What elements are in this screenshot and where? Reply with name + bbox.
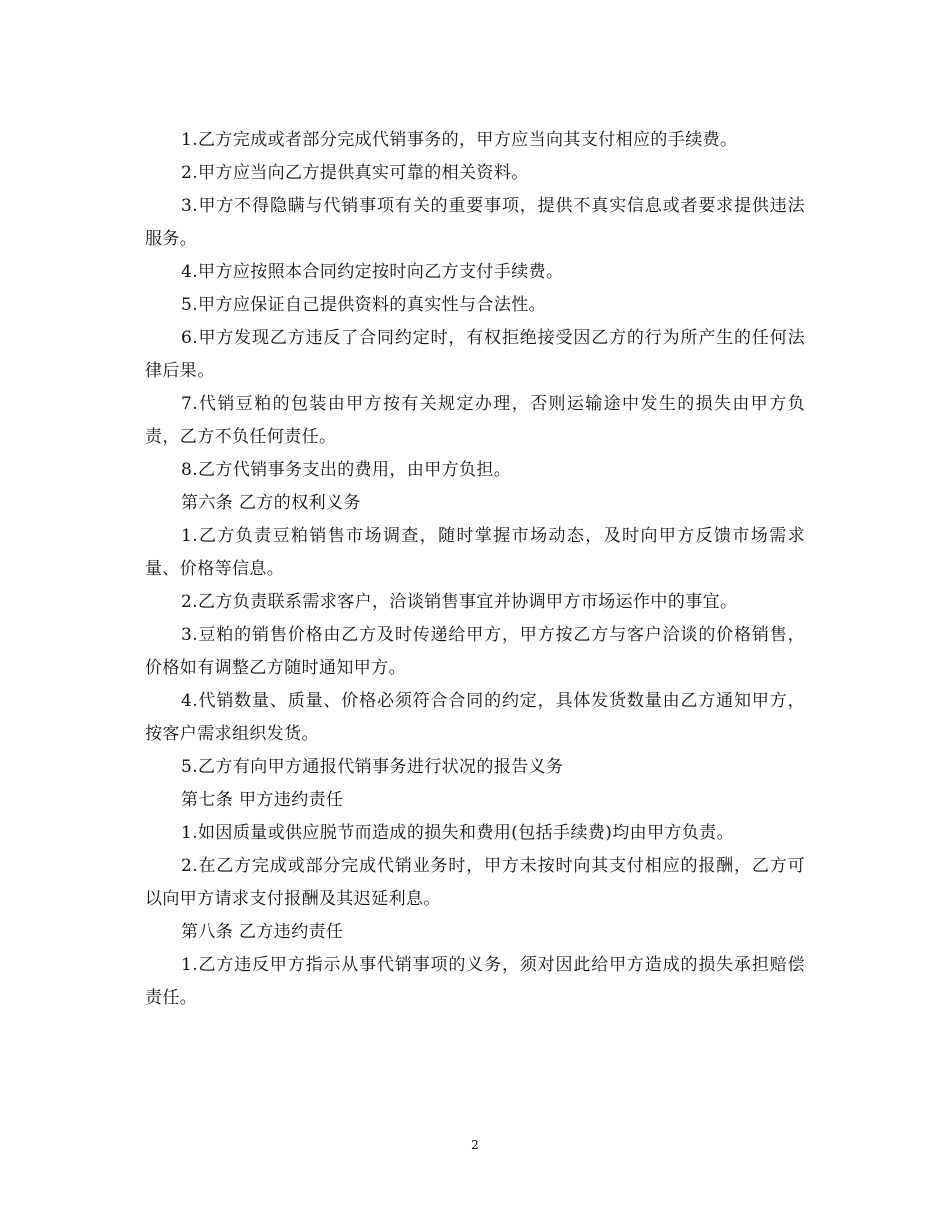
paragraph: 3.豆粕的销售价格由乙方及时传递给甲方，甲方按乙方与客户洽谈的价格销售，价格如有调整乙方随时通知甲方。 [145, 625, 805, 678]
paragraph: 5.乙方有向甲方通报代销事务进行状况的报告义务 [181, 757, 564, 777]
paragraph: 4.甲方应按照本合同约定按时向乙方支付手续费。 [181, 262, 564, 282]
paragraph: 8.乙方代销事务支出的费用，由甲方负担。 [181, 460, 512, 480]
paragraph: 1.乙方完成或者部分完成代销事务的，甲方应当向其支付相应的手续费。 [181, 130, 738, 150]
paragraph: 2.甲方应当向乙方提供真实可靠的相关资料。 [181, 163, 529, 183]
paragraph: 1.乙方负责豆粕销售市场调查，随时掌握市场动态，及时向甲方反馈市场需求量、价格等信息。 [145, 526, 805, 579]
section-heading: 第六条 乙方的权利义务 [181, 493, 361, 513]
section-heading: 第八条 乙方违约责任 [181, 922, 344, 942]
section-heading: 第七条 甲方违约责任 [181, 790, 344, 810]
paragraph: 3.甲方不得隐瞒与代销事项有关的重要事项，提供不真实信息或者要求提供违法服务。 [145, 196, 805, 249]
paragraph: 1.乙方违反甲方指示从事代销事项的义务，须对因此给甲方造成的损失承担赔偿责任。 [145, 955, 805, 1008]
document-body [145, 124, 805, 1015]
paragraph: 7.代销豆粕的包装由甲方按有关规定办理，否则运输途中发生的损失由甲方负责，乙方不负任何责任。 [145, 394, 805, 447]
paragraph: 5.甲方应保证自己提供资料的真实性与合法性。 [181, 295, 547, 315]
paragraph: 4.代销数量、质量、价格必须符合合同的约定，具体发货数量由乙方通知甲方，按客户需求组织发货。 [145, 691, 805, 744]
paragraph: 6.甲方发现乙方违反了合同约定时，有权拒绝接受因乙方的行为所产生的任何法律后果。 [145, 328, 805, 381]
paragraph: 2.乙方负责联系需求客户，洽谈销售事宜并协调甲方市场运作中的事宜。 [181, 592, 738, 612]
paragraph: 1.如因质量或供应脱节而造成的损失和费用(包括手续费)均由甲方负责。 [181, 823, 735, 843]
page-number: 2 [471, 1138, 479, 1152]
paragraph: 2.在乙方完成或部分完成代销业务时，甲方未按时向其支付相应的报酬，乙方可以向甲方请求支付报酬及其迟延利息。 [145, 856, 805, 909]
